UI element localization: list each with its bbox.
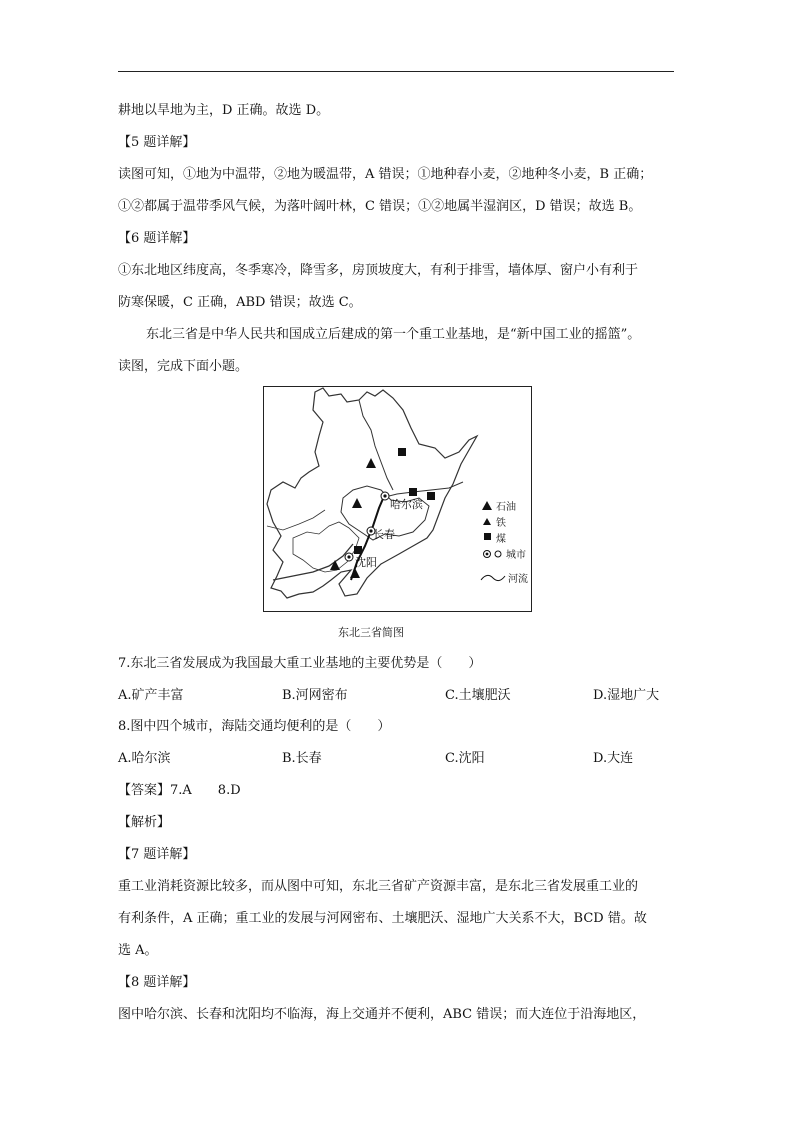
harbin-label: 哈尔滨 <box>390 498 423 511</box>
text-line: 图中哈尔滨、长春和沈阳均不临海，海上交通并不便利，ABC 错误；而大连位于沿海地区， <box>118 1007 646 1022</box>
section-heading: 【7 题详解】 <box>118 847 196 862</box>
text-line: 读图，完成下面小题。 <box>118 359 249 374</box>
q8-option-b: B.长春 <box>282 751 322 766</box>
analysis-heading: 【解析】 <box>118 815 171 830</box>
text-line: 防寒保暖，C 正确，ABD 错误；故选 C。 <box>118 295 362 310</box>
text-line: ①②都属于温带季风气候，为落叶阔叶林，C 错误；①②地属半湿润区，D 错误；故选 B。 <box>118 199 642 214</box>
changchun-label: 长春 <box>373 528 395 541</box>
question-8: 8.图中四个城市，海陆交通均便利的是（ ） <box>118 719 391 734</box>
legend-river-label: 河流 <box>508 574 528 585</box>
coal-symbol <box>409 488 417 496</box>
q7-option-d: D.湿地广大 <box>593 688 660 703</box>
q7-option-a: A.矿产丰富 <box>118 688 184 703</box>
legend-oil-label: 石油 <box>496 502 516 513</box>
q8-option-a: A.哈尔滨 <box>118 751 171 766</box>
legend-city-label: 城市 <box>506 550 526 561</box>
text-line: 选 A。 <box>118 943 158 958</box>
text-line: ①东北地区纬度高，冬季寒冷，降雪多，房顶坡度大，有利于排雪，墙体厚、窗户小有利于 <box>118 263 639 278</box>
coal-symbol <box>427 492 435 500</box>
question-7: 7.东北三省发展成为我国最大重工业基地的主要优势是（ ） <box>118 656 482 671</box>
legend-coal-label: 煤 <box>496 534 506 545</box>
text-line: 读图可知，①地为中温带，②地为暖温带，A 错误；①地种春小麦，②地种冬小麦，B 正确； <box>118 167 653 182</box>
section-heading: 【5 题详解】 <box>118 135 196 150</box>
map-caption: 东北三省简图 <box>338 626 404 639</box>
legend-iron-label: 铁 <box>496 518 506 529</box>
intro-paragraph: 东北三省是中华人民共和国成立后建成的第一个重工业基地，是“新中国工业的摇篮”。 <box>146 327 641 342</box>
q8-option-c: C.沈阳 <box>445 751 485 766</box>
coal-symbol <box>398 448 406 456</box>
text-line: 耕地以旱地为主，D 正确。故选 D。 <box>118 103 330 118</box>
legend-coal-icon <box>484 533 491 540</box>
shenyang-label: 沈阳 <box>355 556 377 569</box>
northeast-map <box>263 386 532 612</box>
coal-symbol <box>354 546 362 554</box>
text-line: 有利条件，A 正确；重工业的发展与河网密布、土壤肥沃、湿地广大关系不大，BCD 错。故 <box>118 911 647 926</box>
northeast-map-figure <box>263 386 532 612</box>
q8-option-d: D.大连 <box>593 751 634 766</box>
section-heading: 【8 题详解】 <box>118 975 196 990</box>
answer-line: 【答案】7.A 8.D <box>118 783 241 798</box>
text-line: 重工业消耗资源比较多，而从图中可知，东北三省矿产资源丰富，是东北三省发展重工业的 <box>118 879 639 894</box>
header-rule <box>118 71 674 72</box>
section-heading: 【6 题详解】 <box>118 231 196 246</box>
q7-option-c: C.土壤肥沃 <box>445 688 511 703</box>
q7-option-b: B.河网密布 <box>282 688 348 703</box>
